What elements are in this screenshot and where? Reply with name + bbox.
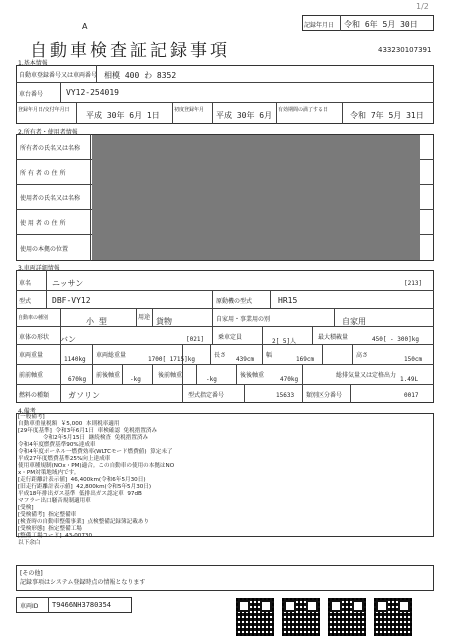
height-label: 高さ <box>356 352 369 359</box>
max-load: 450[ - 300]kg <box>372 336 419 343</box>
type-number: 15633 <box>276 392 295 399</box>
kind-label: 自動車の種別 <box>18 315 49 321</box>
maker: ニッサン <box>52 279 84 288</box>
header-letter: A <box>82 22 88 31</box>
rr-label: 後後軸重 <box>240 372 265 379</box>
qr-code-1 <box>236 598 274 636</box>
rf-label: 後前軸重 <box>158 372 183 379</box>
record-date-label: 記録年月日 <box>304 22 335 29</box>
rr-axle: 470kg <box>280 376 299 383</box>
maker-label: 車名 <box>19 280 32 287</box>
ff-label: 前前軸重 <box>19 372 44 379</box>
ff-axle: 670kg <box>68 376 87 383</box>
capacity: 2[ 5]人 <box>272 338 297 345</box>
serial-number: 433230107391 <box>378 46 432 54</box>
qr-code-2 <box>282 598 320 636</box>
vehicle-id-label: 車両ID <box>20 603 39 610</box>
user-addr-label: 使 用 者 の 住 所 <box>20 220 66 227</box>
fr-axle: -kg <box>130 376 141 383</box>
expiry-label: 有効期間の満了する日 <box>278 107 329 113</box>
document-title: 自動車検査証記録事項 <box>30 41 230 61</box>
reg-no-label: 自動車登録番号又は車両番号 <box>19 72 98 79</box>
redacted-area <box>92 135 420 260</box>
use-label: 用途 <box>138 314 151 321</box>
reg-date: 平成 30年 6月 1日 <box>86 111 160 120</box>
engine-label: 原動機の型式 <box>216 298 253 305</box>
record-date: 令和 6年 5月 30日 <box>344 20 418 29</box>
maker-code: [213] <box>404 280 423 287</box>
first-reg-label: 初度登録年月 <box>174 107 205 113</box>
owner-name-label: 所有者の氏名又は名称 <box>20 145 81 152</box>
user-name-label: 使用者の氏名又は名称 <box>20 195 81 202</box>
chassis-number: VY12-254019 <box>66 88 119 97</box>
chassis-label: 車台番号 <box>19 91 44 98</box>
fuel-label: 燃料の種類 <box>19 392 50 399</box>
kind: 小 型 <box>86 317 107 326</box>
base-label: 使用の本拠の位置 <box>20 246 69 253</box>
body-code: [021] <box>186 336 205 343</box>
first-reg: 平成 30年 6月 <box>216 111 273 120</box>
model: DBF-VY12 <box>52 296 91 305</box>
disp-label: 総排気量又は定格出力 <box>336 372 397 379</box>
qr-code-3 <box>328 598 366 636</box>
section1-heading: 1.基本情報 <box>18 60 48 67</box>
reg-date-label: 登録年月日/交付年月日 <box>18 107 70 113</box>
qr-code-4 <box>374 598 412 636</box>
width: 169cm <box>296 356 315 363</box>
use: 貨物 <box>156 317 172 326</box>
class-number: 0017 <box>404 392 419 399</box>
capacity-label: 乗車定員 <box>218 334 243 341</box>
weight: 1140kg <box>64 356 86 363</box>
width-label: 幅 <box>266 352 273 359</box>
footer-note: 記録事項はシステム登録時点の情報となります <box>20 579 146 586</box>
owner-addr-label: 所 有 者 の 住 所 <box>20 170 66 177</box>
section3-heading: 3.車両詳細情報 <box>18 265 60 272</box>
body: バン <box>60 335 76 344</box>
expiry-date: 令和 7年 5月 31日 <box>350 111 424 120</box>
notes-text: [一般備考] 自動車重量税額 ￥5,000 本則税率適用 [29年度基準] 令和3年6月1日 車検確認 免税措置済み 令和2年5月15日 継続検査 免税措置済み 令和4年度燃費基準90%達成車 令和4年度ポーネル一燃費効率(WLTCモード燃費値) 算定未了 平成27年度燃費基準25%向上達成車 使用車種規制(NOx・PM)適合。この自動車の使用の本拠はNO x・PM対策地域内です。 [走行距離計表示値] 46,400km(令和6年5月30日) [旧走行距離計表示値] 42,800km(令和5年5月30日) 平成18年排出ガス基準 低排出ガス認定車 97dB マフラー出口騒音規制適用車 [受検] [受検備考] 指定整備車 [検査時の自動車整備事業] 点検整備記録簿記載あり [受検形態] 指定整備工場 [整備工場コード] 43-00730 以下余白 <box>18 414 175 546</box>
gross-label: 車両総重量 <box>96 352 127 359</box>
engine-model: HR15 <box>278 296 298 305</box>
private-label: 自家用・事業用の別 <box>216 316 271 323</box>
height: 150cm <box>404 356 423 363</box>
fuel: ガソリン <box>68 391 100 400</box>
section2-heading: 2.所有者・使用者情報 <box>18 129 78 136</box>
fr-label: 前後軸重 <box>96 372 121 379</box>
type-no-label: 型式指定番号 <box>188 392 225 399</box>
vehicle-id: T9466NH3780354 <box>52 601 112 609</box>
corner-note: 1/2 <box>416 2 429 11</box>
max-load-label: 最大積載量 <box>318 334 349 341</box>
reg-no: 相模 400 わ 8352 <box>104 71 177 80</box>
rf-axle: -kg <box>206 376 217 383</box>
private: 自家用 <box>342 317 366 326</box>
footer-note-label: [その他] <box>20 570 43 577</box>
displacement: 1.49L <box>400 376 419 383</box>
gross-weight: 1700[ 1715]kg <box>148 356 195 363</box>
body-label: 車体の形状 <box>19 334 50 341</box>
weight-label: 車両重量 <box>19 352 44 359</box>
length: 439cm <box>236 356 255 363</box>
section4-heading: 4.備考 <box>18 408 36 415</box>
class-no-label: 類別区分番号 <box>306 392 343 399</box>
model-label: 型式 <box>19 298 32 305</box>
length-label: 長さ <box>214 352 227 359</box>
